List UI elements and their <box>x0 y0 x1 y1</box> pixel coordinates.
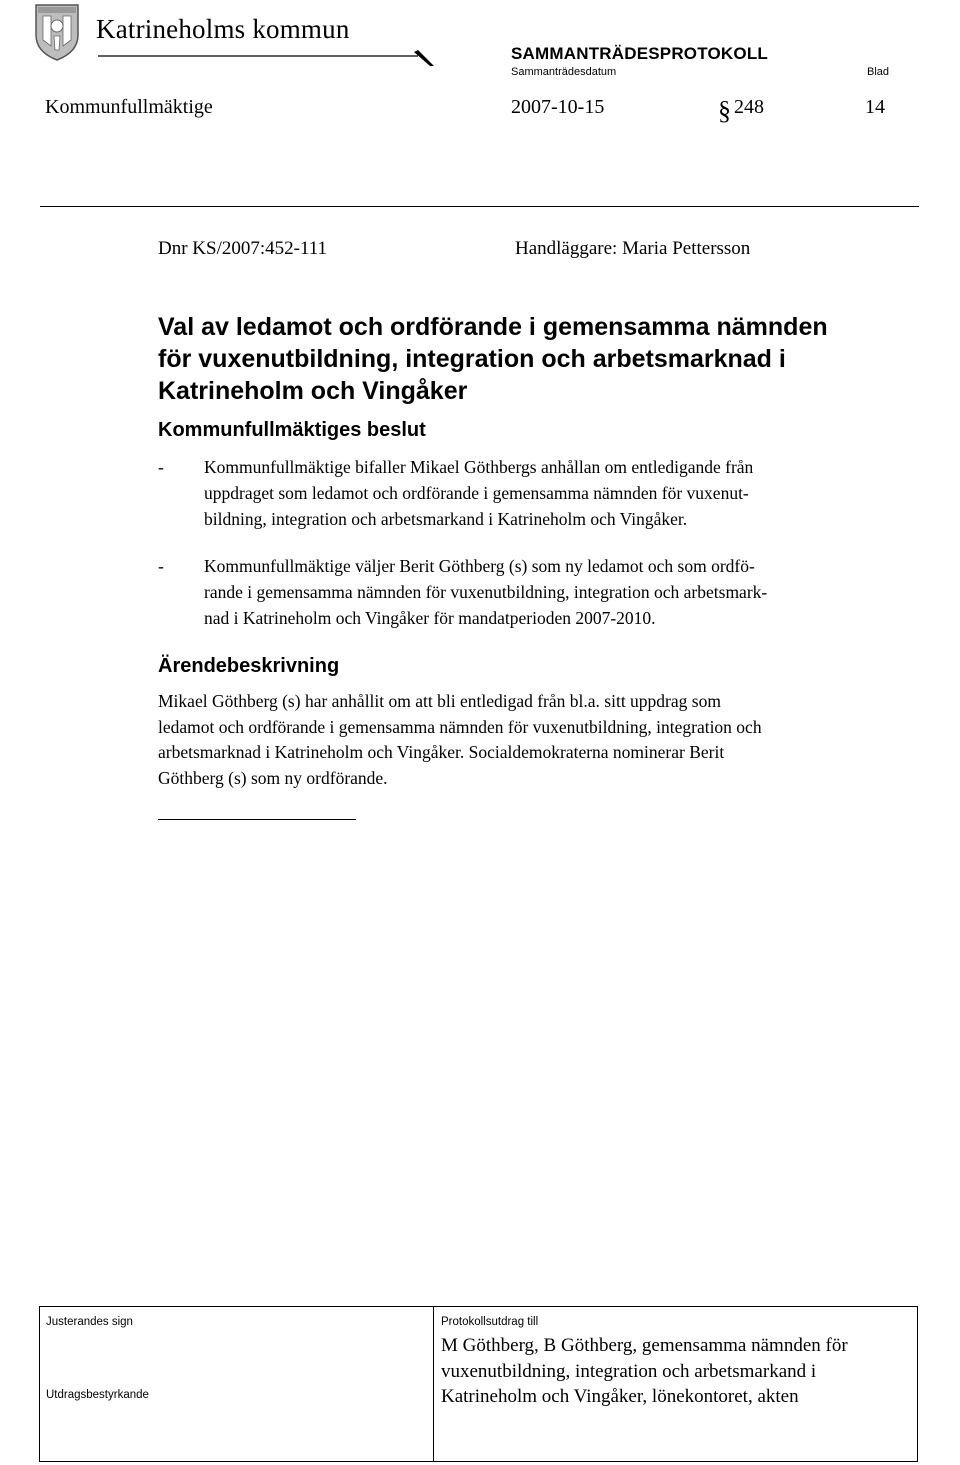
description-heading: Ärendebeskrivning <box>158 655 340 677</box>
svg-text:§: § <box>718 96 731 125</box>
list-bullet: - <box>158 556 164 576</box>
case-number: Dnr KS/2007:452-111 <box>158 238 328 259</box>
page-caption: Blad <box>867 66 890 78</box>
distribution-caption: Protokollsutdrag till <box>441 1316 539 1328</box>
distribution-list: M Göthberg, B Göthberg, gemensamma nämnden för vuxenutbildning, integration och arbetsmarkand i Katrineholm och Vingåker, lönekontoret, akten <box>441 1335 848 1407</box>
paragraph-sign-icon <box>716 95 736 125</box>
decision-heading: Kommunfullmäktiges beslut <box>158 419 426 441</box>
logo-swoosh <box>96 46 438 70</box>
page-number: 14 <box>865 96 885 118</box>
municipality-crest-logo <box>33 2 81 62</box>
decision-item-1: Kommunfullmäktige bifaller Mikael Göthbergs anhållan om entledigande från uppdraget som ledamot och ordförande i gemensamma nämnden för vuxenut- bildning, integration och arbetsmarkand i Katrineholm och Vingåker. <box>204 457 754 529</box>
signature-caption: Justerandes sign <box>46 1316 133 1328</box>
body-name: Kommunfullmäktige <box>45 96 213 118</box>
municipality-logo-wordmark: Katrineholms kommun <box>96 14 350 44</box>
meeting-date: 2007-10-15 <box>511 96 605 118</box>
end-of-section-rule <box>158 819 356 820</box>
document-type: SAMMANTRÄDESPROTOKOLL <box>511 44 768 63</box>
case-officer: Handläggare: Maria Pettersson <box>515 238 751 259</box>
meeting-date-caption: Sammanträdesdatum <box>511 66 617 78</box>
paragraph-number: 248 <box>734 96 764 118</box>
case-description: Mikael Göthberg (s) har anhållit om att bli entledigad från bl.a. sitt uppdrag som ledamot och ordförande i gemensamma nämnden för vuxenutbildning, integration och arbetsmarknad i Katrineholm och Vingåker. Socialdemokraterna nominerar Berit Göthberg (s) som ny ordförande. <box>158 691 762 788</box>
certification-caption: Utdragsbestyrkande <box>46 1389 149 1401</box>
decision-item-2: Kommunfullmäktige väljer Berit Göthberg (s) som ny ledamot och som ordfö- rande i gemensamma nämnden för vuxenutbildning, integration och arbetsmark- nad i Katrineholm och Vingåker för mandatperioden 2007-2010. <box>204 556 768 628</box>
header-divider <box>40 206 919 207</box>
case-title: Val av ledamot och ordförande i gemensamma nämnden för vuxenutbildning, integration och arbetsmarknad i Katrineholm och Vingåker <box>158 313 828 405</box>
footer-divider <box>433 1306 434 1462</box>
list-bullet: - <box>158 457 164 477</box>
